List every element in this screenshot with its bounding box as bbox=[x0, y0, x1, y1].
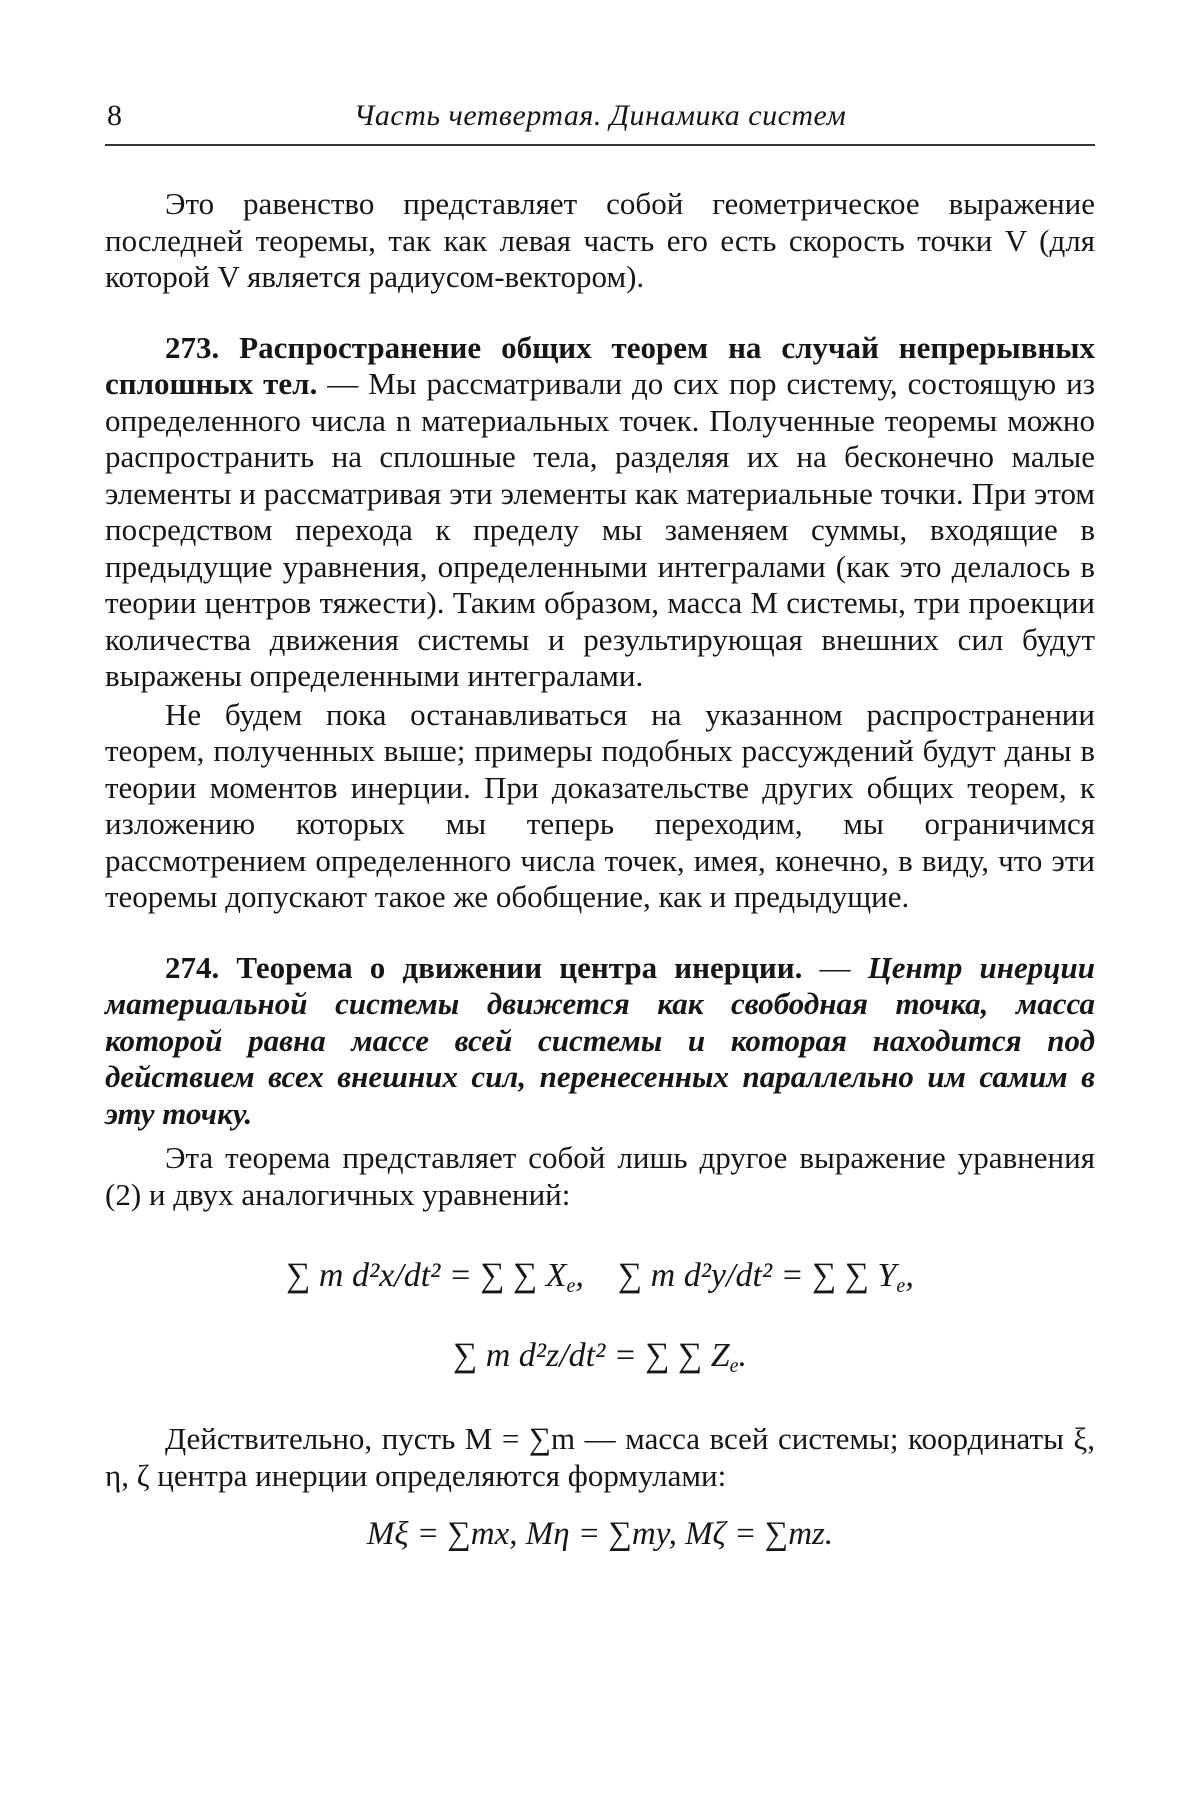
running-title: Часть четвертая. Динамика систем bbox=[353, 99, 847, 132]
paragraph-velocity: Это равенство представляет собой геометрическое выражение последней теоремы, так как левая часть его есть скорость точки V (для которой V является радиусом-вектором). bbox=[105, 186, 1095, 294]
equation-block bbox=[105, 1241, 1095, 1401]
equation-z-subscript: e bbox=[729, 1355, 739, 1377]
section-274-heading: 274. Теорема о движении центра инерции. bbox=[165, 949, 803, 985]
page-header bbox=[105, 92, 1095, 136]
section-274-theorem: Центр инерции материальной системы движется как свободная точка, масса которой равна массе всей системы и которая находится под действием всех внешних сил, перенесенных параллельно им самим в эту точку. bbox=[105, 949, 1095, 1131]
section-274 bbox=[105, 950, 1095, 1133]
equations-z: ∑ m d²z/dt² = ∑ ∑ $Z_e$. bbox=[452, 1337, 748, 1377]
header-rule bbox=[105, 144, 1095, 146]
equation-x: ∑ m d²x/dt² = ∑ ∑ X bbox=[286, 1257, 567, 1294]
equation-z: ∑ m d²z/dt² = ∑ ∑ Z bbox=[452, 1337, 730, 1374]
paragraph-center-of-mass: Действительно, пусть M = ∑m — масса всей системы; координаты ξ, η, ζ центра инерции определяются формулами: bbox=[105, 1421, 1095, 1493]
equations-xy: ∑ m d²x/dt² = ∑ ∑ $X_e$, ∑ m d²y/dt² = ∑ ∑ $Y_e$, bbox=[286, 1257, 914, 1297]
section-273-heading: 273. Распространение общих теорем на случай непрерывных сплошных тел. bbox=[105, 329, 1095, 401]
equation-center-of-inertia: Mξ = ∑mx, Mη = ∑my, Mζ = ∑mz. bbox=[366, 1516, 834, 1552]
equation-x-subscript: e bbox=[566, 1275, 576, 1297]
page-number: 8 bbox=[107, 99, 122, 132]
equation-y-subscript: e bbox=[896, 1275, 906, 1297]
equation-y: ∑ m d²y/dt² = ∑ ∑ Y bbox=[617, 1257, 897, 1294]
section-273 bbox=[105, 330, 1095, 695]
paragraph-generalization: Не будем пока останавливаться на указанном распространении теорем, полученных выше; примеры подобных рассуждений будут даны в теории моментов инерции. При доказательстве других общих теорем, к изложению которых мы теперь переходим, мы ограничимся рассмотрением определенного числа точек, имея, конечно, в виду, что эти теоремы допускают такое же обобщение, как и предыдущие. bbox=[105, 696, 1095, 914]
paragraph-equations-intro: Эта теорема представляет собой лишь другое выражение уравнения (2) и двух аналогичных уравнений: bbox=[105, 1140, 1095, 1212]
section-274-dash: — bbox=[802, 949, 868, 985]
section-273-body: — Мы рассматривали до сих пор систему, состоящую из определенного числа n материальных точек. Полученные теоремы можно распространить на сплошные тела, разделяя их на бесконечно малые элементы и рассматривая эти элементы как материальные точки. При этом посредством перехода к пределу мы заменяем суммы, входящие в предыдущие уравнения, определенными интегралами (как это делалось в теории центров тяжести). Таким образом, масса M системы, три проекции количества движения системы и результирующая внешних сил будут выражены определенными интегралами. bbox=[105, 366, 1095, 693]
